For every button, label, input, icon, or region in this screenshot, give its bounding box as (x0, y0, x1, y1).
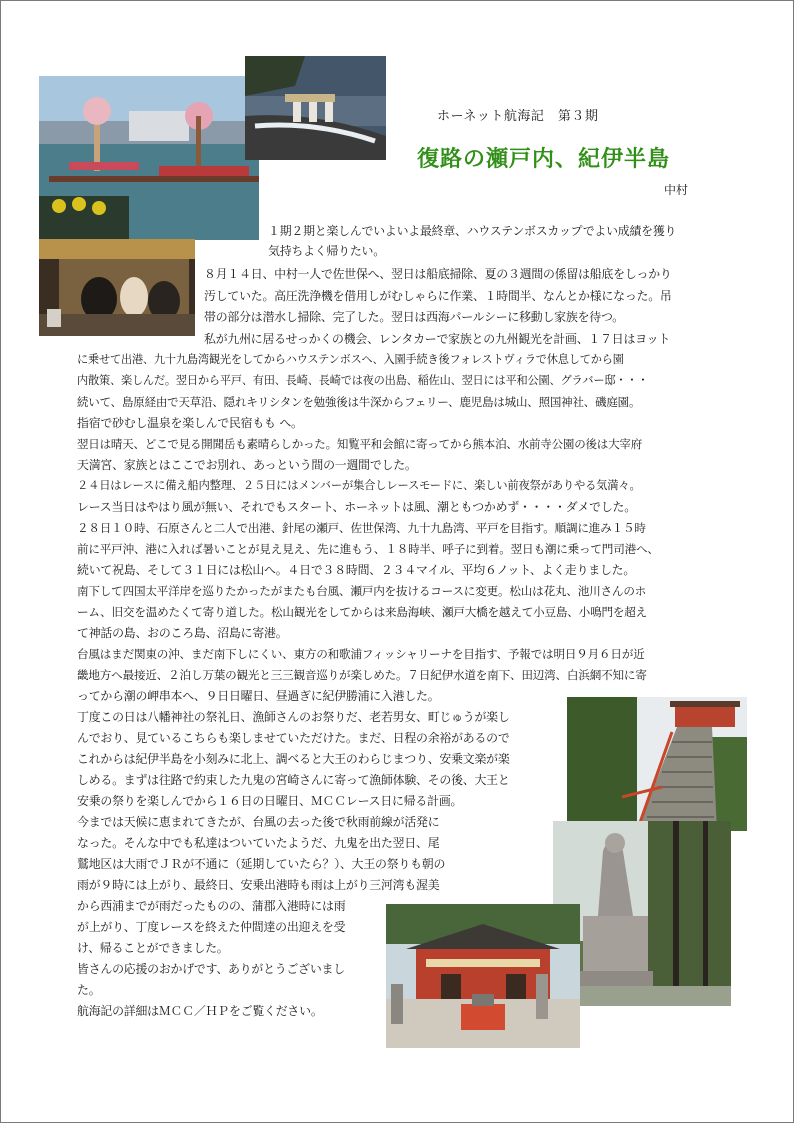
indoor-stage-icon (39, 239, 195, 336)
body-line: け、帰ることができました。 (77, 941, 229, 955)
body-line: なった。そんな中でも私達はついていたようだ、九鬼を出た翌日、尾 (77, 836, 440, 850)
body-line: から西浦までが雨だったものの、蒲郡入港時には雨 (77, 899, 346, 913)
body-line: 皆さんの応援のおかげです、ありがとうございまし (77, 962, 345, 976)
article-title: 復路の瀬戸内、紀伊半島 (417, 147, 671, 172)
stage-performance-photo (39, 239, 195, 336)
body-line: 天満宮、家族とはここでお別れ、あっという間の一週間でした。 (77, 458, 417, 472)
body-line: 帯の部分は潜水し掃除、完了した。翌日は西海パールシーに移動し家族を待つ。 (204, 310, 624, 324)
body-line: に乗せて出港、九十九島湾観光をしてからハウステンボスへ、入園手続き後フォレストヴィラで休息してから園 (77, 353, 624, 366)
body-line: 前に平戸沖、港に入れば暑いことが見え見え、先に進もう、１８時半、呼子に到着。翌日も潮に乗って門司港へ、 (77, 542, 659, 556)
body-line: 今までは天候に恵まれてきたが、台風の去った後で秋雨前線が活発に (77, 815, 440, 829)
body-line: しめる。まずは往路で約束した九鬼の宮崎さんに寄って漁師体験、その後、大王と (77, 773, 510, 787)
coast-and-people-icon (245, 56, 386, 160)
body-line: 内散策、楽しんだ。翌日から平戸、有田、長崎、長崎では夜の出島、稲佐山、翌日には平和公園、グラバー邸・・・ (77, 374, 649, 387)
boats-with-flags-icon (39, 76, 259, 240)
body-line: 雨が９時には上がり、最終日、安乗出港時も雨は上がり三河湾も渥美 (77, 878, 440, 892)
shrine-building-icon (386, 904, 580, 1048)
body-line: た。 (77, 983, 101, 997)
body-line: が上がり、丁度レースを終えた仲間達の出迎えを受 (77, 920, 346, 934)
body-line: 台風はまだ関東の沖、まだ南下しにくい、東方の和歌浦フィッシャリーナを目指す、予報では明日９月６日が近 (77, 647, 645, 661)
beach-shrine-carry-photo (245, 56, 386, 160)
body-line: 南下して四国太平洋岸を巡りたかったがまたも台風、瀬戸内を抜けるコースに変更。松山は花丸、池川さんのホ (77, 584, 647, 598)
body-line: 翌日は晴天、どこで見る開聞岳も素晴らしかった。知覧平和会館に寄ってから熊本泊、水前寺公園の後は大宰府 (77, 437, 642, 451)
body-line: 指宿で砂むし温泉を楽しんで民宿もも へ。 (77, 416, 303, 430)
body-line: 汚していた。高圧洗浄機を借用しがむしゃらに作業、１時間半、なんとか様になった。吊 (204, 289, 672, 303)
body-line: ２８日１０時、石原さんと二人で出港、針尾の瀬戸、佐世保湾、九十九島湾、平戸を目指す。順調に進み１５時 (77, 521, 646, 535)
stone-stairway-icon (567, 697, 747, 831)
body-line: 鷲地区は大雨でＪＲが不通に（延期していたら？）、大王の祭りも朝の (77, 857, 446, 871)
body-line: これからは紀伊半島を小刻みに北上、調べると大王のわらじまつり、安乗文楽が楽 (77, 752, 510, 766)
author-name: 中村 (664, 183, 689, 197)
body-line: ってから潮の岬串本へ、９日日曜日、昼過ぎに紀伊勝浦に入港した。 (77, 689, 440, 703)
body-line: ーム、旧交を温めたくて寄り道した。松山観光をしてからは来島海峡、瀬戸大橋を越えて小豆島、小鳴門を超え (77, 605, 648, 619)
body-line: １期２期と楽しんでいよいよ最終章、ハウステンボスカップでよい成績を獲り (268, 224, 677, 238)
body-line: 航海記の詳細はＭＣＣ／ＨＰをご覧ください。 (77, 1004, 323, 1018)
body-line: 気持ちよく帰りたい。 (268, 244, 385, 258)
festival-boats-photo (39, 76, 259, 240)
body-line: ８月１４日、中村一人で佐世保へ、翌日は船底掃除、夏の３週間の係留は船底をしっかり (204, 267, 672, 281)
body-line: レース当日はやはり風が無い、それでもスタート、ホーネットは風、潮ともつかめず・・・・ダメでした。 (77, 500, 636, 514)
body-line: 私が九州に居るせっかくの機会、レンタカーで家族との九州観光を計画、１７日はヨット (204, 332, 671, 346)
body-line: 続いて、島原経由で天草沿、隠れキリシタンを勉強後は牛深からフェリー、鹿児島は城山、照国神社、磯庭園。 (77, 395, 641, 409)
body-line: て神話の島、おのころ島、沼島に寄港。 (77, 626, 288, 640)
body-line: 丁度この日は八幡神社の祭礼日、漁師さんのお祭りだ、老若男女、町じゅうが楽し (77, 710, 510, 724)
body-line: ２４日はレースに備え船内整理、２５日にはメンバーが集合しレースモードに、楽しい前夜祭がありやる気満々。 (77, 479, 641, 492)
body-line: 畿地方へ最接近、２泊し万葉の観光と三三観音巡りが楽しめた。７日紀伊水道を南下、田辺湾、白浜網不知に寄 (77, 668, 647, 682)
body-line: 続いて祝島、そして３１日には松山へ。４日で３８時間、２３４マイル、平均６ノット、よく走りました。 (77, 563, 636, 577)
shrine-gate-building-photo (386, 904, 580, 1048)
body-line: んでおり、見ているこちらも楽しませていただけた。まだ、日程の余裕があるので (77, 731, 510, 745)
shrine-stone-steps-photo (567, 697, 747, 831)
series-heading: ホーネット航海記 第３期 (437, 109, 599, 124)
body-line: 安乗の祭りを楽しんでから１６日の日曜日、ＭＣＣレース日に帰る計画。 (77, 794, 463, 808)
